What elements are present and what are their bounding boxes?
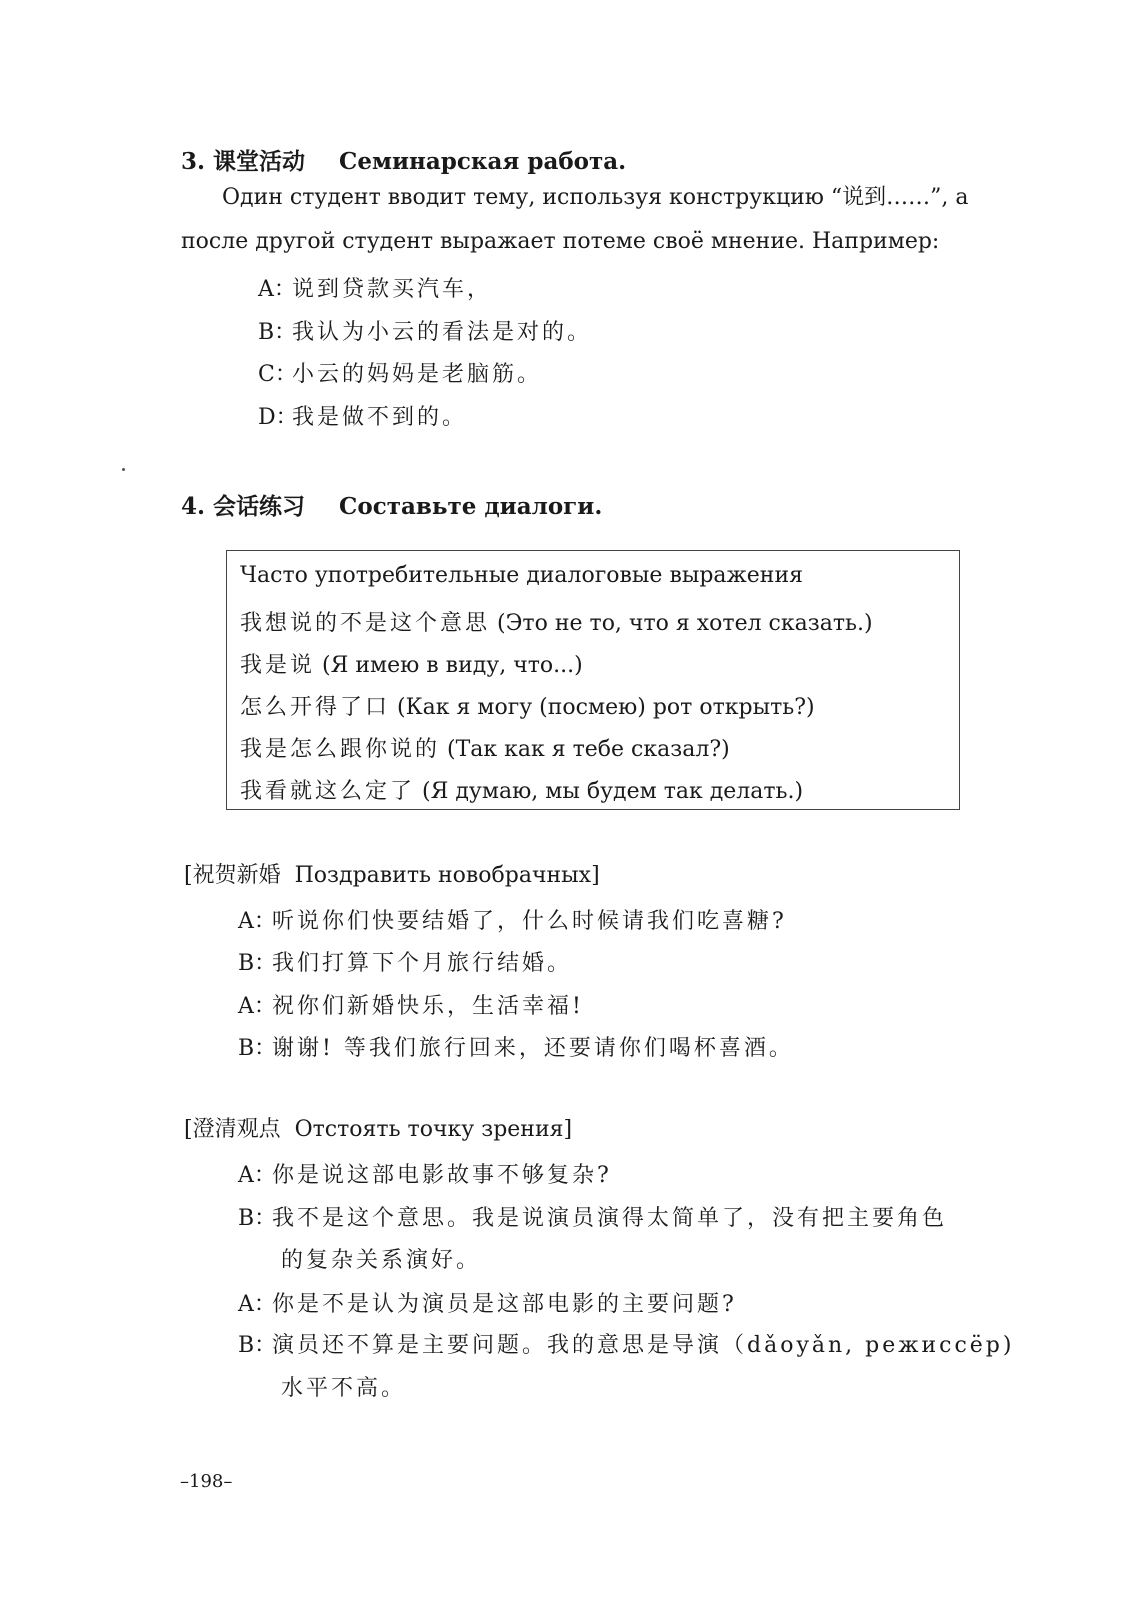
scan-speck [122,468,125,471]
section-4-heading [181,488,602,521]
phrase-ru: (Я имею в виду, что...) [322,653,583,678]
example-line [258,357,542,388]
phrase-item [240,648,583,679]
example-line [258,315,592,346]
dialogue-2-title [184,1112,572,1143]
phrase-ru: (Я думаю, мы будем так делать.) [422,779,804,804]
dialogue-continuation: 的复杂关系演好。 [281,1248,482,1273]
phrase-zh: 我是说 [240,653,316,678]
phrase-ru: (Так как я тебе сказал?) [447,737,730,762]
speaker-label: B： [238,951,277,976]
dialogue-line [238,1031,794,1062]
dialogue-text: 你是说这部电影故事不够复杂? [272,1163,612,1188]
dialogue-line [238,989,584,1020]
speaker-label: B： [238,1036,277,1061]
section-title-ru: Составьте диалоги. [339,493,603,520]
speaker-label: A： [258,277,296,302]
dialogue-text: 我不是这个意思。我是说演员演得太简单了，没有把主要角色 [272,1206,948,1231]
phrase-ru: (Это не то, что я хотел сказать.) [497,611,873,636]
dialogue-text: 你是不是认为演员是这部电影的主要问题? [272,1292,737,1317]
phrase-item [240,690,815,721]
speaker-label: B： [238,1206,277,1231]
example-line [258,400,467,431]
intro-line-1: Один студент вводит тему, используя конструкцию “说到……”, а [222,185,969,210]
dialogue-text: 我们打算下个月旅行结婚。 [272,951,573,976]
phrase-box [226,550,960,810]
dialogue-line [238,1328,1014,1359]
page-number: –198– [180,1471,233,1492]
dialogue-title-ru: Поздравить новобрачных] [294,863,600,888]
phrase-item [240,774,803,805]
example-text: 小云的妈妈是老脑筋。 [292,362,543,387]
phrase-zh: 我看就这么定了 [240,779,416,804]
speaker-label: A： [238,994,276,1019]
section-number: 4. [181,493,206,520]
phrase-zh: 怎么开得了口 [240,695,391,720]
phrase-box-header: Часто употребительные диалоговые выражения [240,563,803,588]
dialogue-1-title [184,858,600,889]
phrase-zh: 我想说的不是这个意思 [240,611,491,636]
section-title-zh: 课堂活动 [213,148,306,175]
dialogue-text: 谢谢! 等我们旅行回来，还要请你们喝杯喜酒。 [272,1036,794,1061]
dialogue-line [238,1201,947,1232]
example-line [258,272,492,303]
section-number: 3. [181,148,206,175]
dialogue-text: 演员还不算是主要问题。我的意思是导演（dǎoyǎn, режиссёр) [272,1333,1015,1358]
speaker-label: A： [238,909,276,934]
dialogue-text: 听说你们快要结婚了，什么时候请我们吃喜糖? [272,909,787,934]
dialogue-title-zh: [澄清观点 [184,1117,281,1142]
dialogue-continuation: 水平不高。 [281,1376,407,1401]
phrase-item [240,606,873,637]
phrase-item [240,732,730,763]
speaker-label: D： [258,405,298,430]
dialogue-line [238,1287,737,1318]
dialogue-line [238,946,572,977]
speaker-label: C： [258,362,297,387]
speaker-label: A： [238,1163,276,1188]
speaker-label: A： [238,1292,276,1317]
phrase-ru: (Как я могу (посмею) рот открыть?) [397,695,815,720]
dialogue-title-ru: Отстоять точку зрения] [294,1117,573,1142]
example-text: 我是做不到的。 [292,405,468,430]
dialogue-line [238,904,787,935]
intro-line-2: после другой студент выражает потеме своё мнение. Например: [181,229,940,254]
dialogue-line [238,1158,612,1189]
example-text: 我认为小云的看法是对的。 [292,320,593,345]
dialogue-title-zh: [祝贺新婚 [184,863,281,888]
phrase-zh: 我是怎么跟你说的 [240,737,441,762]
speaker-label: B： [258,320,297,345]
speaker-label: B： [238,1333,277,1358]
dialogue-text: 祝你们新婚快乐，生活幸福! [272,994,584,1019]
section-3-heading [181,143,626,176]
example-text: 说到贷款买汽车， [292,277,493,302]
section-title-zh: 会话练习 [213,493,306,520]
section-title-ru: Семинарская работа. [339,148,627,175]
